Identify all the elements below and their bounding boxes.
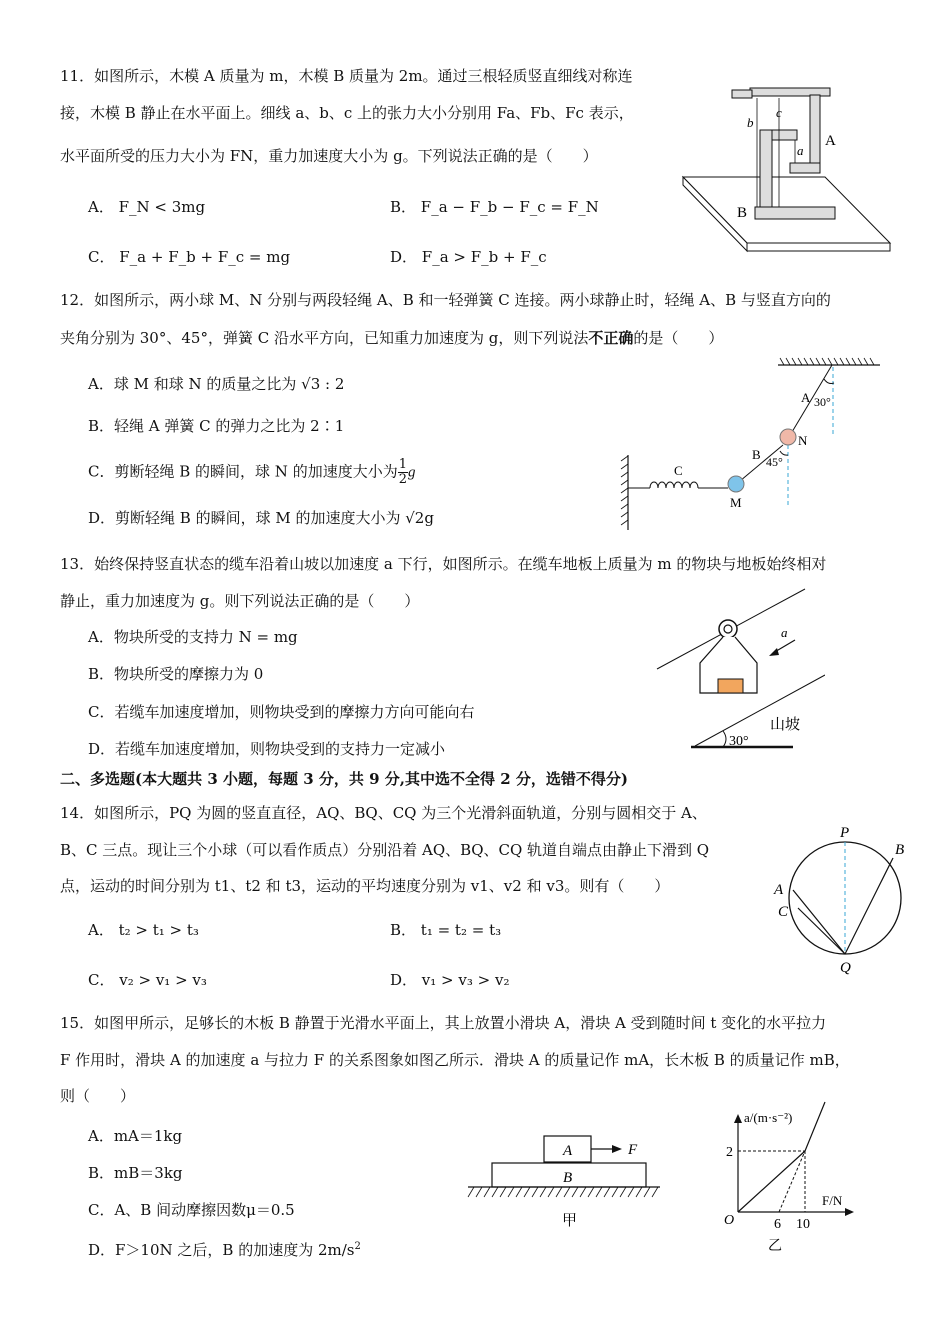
q12-spring-balls-figure [600,355,900,535]
q15-option-d [88,1237,361,1260]
chart-ylabel: a/(m·s⁻²) [744,1110,793,1125]
q11-line-1: 11．如图所示，木模 A 质量为 m，木模 B 质量为 2m。通过三根轻质竖直细线对称连 [60,67,633,85]
label-slope: 山坡 [770,715,801,733]
q14-option-a: A． t₂ > t₁ > t₃ [88,921,199,939]
label-a: A [774,882,784,898]
q11-option-c: C． F_a + F_b + F_c = mg [88,248,291,266]
label-block-a: A [563,1143,573,1159]
q14-option-c: C． v₂ > v₁ > v₃ [88,971,207,989]
q11-line-2: 接，木模 B 静止在水平面上。细线 a、b、c 上的张力大小分别用 Fa、Fb、Fc 表示， [60,104,634,122]
label-p: P [840,825,850,841]
label-angle-45: 45° [766,455,783,469]
label-B: B [737,205,748,221]
label-a: a [797,143,804,158]
q13-option-c: C．若缆车加速度增加，则物块受到的摩擦力方向可能向右 [88,703,475,721]
q15-chart-yi [710,1090,870,1260]
q13-option-a: A．物块所受的支持力 N = mg [88,628,298,646]
label-angle-30: 30° [814,395,831,409]
q12-option-c [88,458,415,487]
label-rope-a: A [801,390,811,405]
label-A: A [825,133,836,149]
q12-option-d: D．剪断轻绳 B 的瞬间，球 M 的加速度大小为 √2g [88,509,434,527]
label-ball-m: M [730,495,742,510]
label-acceleration: a [781,625,788,640]
denominator: 2 [398,472,407,487]
label-q: Q [840,960,851,976]
q12-line-2 [60,328,723,348]
label-force-f: F [628,1142,638,1158]
q15-option-c: C．A、B 间动摩擦因数μ＝0.5 [88,1201,295,1219]
q14-option-b: B． t₁ = t₂ = t₃ [390,921,502,939]
q15-line-2: F 作用时，滑块 A 的加速度 a 与拉力 F 的关系图象如图乙所示．滑块 A 的质量记作 mA，长木板 B 的质量记作 mB， [60,1051,850,1069]
chart-origin: O [724,1213,735,1228]
q11-option-d: D． F_a > F_b + F_c [390,248,547,266]
q12-line-2-text: 夹角分别为 30°、45°，弹簧 C 沿水平方向，已知重力加速度为 g，则下列说法 [60,329,589,347]
q13-line-2: 静止，重力加速度为 g。则下列说法正确的是（ ） [60,592,420,610]
q14-circle-figure [760,810,930,980]
label-rope-b: B [752,447,761,462]
section-2-heading: 二、多选题(本大题共 3 小题，每题 3 分，共 9 分,其中选不全得 2 分，选错不得分) [60,770,628,788]
q12-option-a: A．球 M 和球 N 的质量之比为 √3 : 2 [88,375,345,393]
label-b: b [747,115,754,130]
q11-wooden-model-figure [675,75,900,260]
chart-y-tick-2: 2 [726,1145,733,1160]
q13-cable-car-figure [645,585,825,755]
label-board-b: B [563,1170,573,1186]
numerator: 1 [398,457,407,472]
superscript: 2 [354,1241,361,1252]
label-b: B [895,842,905,858]
q15-line-3: 则（ ） [60,1087,136,1105]
chart-x-tick-10: 10 [796,1217,810,1232]
q12-option-b: B．轻绳 A 弹簧 C 的弹力之比为 2∶1 [88,417,345,435]
q14-option-d: D． v₁ > v₃ > v₂ [390,971,510,989]
q12-option-c-text: C．剪断轻绳 B 的瞬间，球 N 的加速度大小为 [88,462,398,481]
q12-line-2-end: 的是（ ） [633,329,724,347]
chart-xlabel: F/N [822,1193,843,1208]
q12-option-c-g: g [407,464,416,481]
caption-yi: 乙 [768,1238,782,1254]
q13-line-1: 13．始终保持竖直状态的缆车沿着山坡以加速度 a 下行，如图所示。在缆车地板上质量为 m 的物块与地板始终相对 [60,555,827,573]
q12-line-1: 12．如图所示，两小球 M、N 分别与两段轻绳 A、B 和一轻弹簧 C 连接。两小球静止时，轻绳 A、B 与竖直方向的 [60,291,831,309]
q15-option-a: A．mA＝1kg [88,1127,183,1145]
q13-option-b: B．物块所受的摩擦力为 0 [88,665,264,683]
q14-line-1: 14．如图所示，PQ 为圆的竖直直径，AQ、BQ、CQ 为三个光滑斜面轨道，分别与圆相交于 A、 [60,804,707,822]
caption-jia: 甲 [562,1211,578,1229]
q11-option-a: A． F_N < 3mg [88,198,206,216]
q15-figure-jia [460,1125,660,1235]
label-slope-angle: 30° [729,734,749,749]
chart-x-tick-6: 6 [774,1217,781,1232]
label-ball-n: N [798,433,808,448]
label-spring-c: C [674,463,683,478]
q13-option-d: D．若缆车加速度增加，则物块受到的支持力一定减小 [88,740,446,758]
q11-line-3: 水平面所受的压力大小为 FN，重力加速度大小为 g。下列说法正确的是（ ） [60,147,598,165]
fraction [398,458,408,487]
label-c: C [778,904,789,920]
q15-option-b: B．mB＝3kg [88,1164,183,1182]
q12-emphasis: 不正确 [588,329,634,347]
q11-option-b: B． F_a − F_b − F_c = F_N [390,198,599,216]
q15-line-1: 15．如图甲所示，足够长的木板 B 静置于光滑水平面上，其上放置小滑块 A，滑块 A 受到随时间 t 变化的水平拉力 [60,1014,827,1032]
q15-option-d-text: D．F＞10N 之后，B 的加速度为 2m/s [88,1241,355,1259]
label-c: c [776,105,782,120]
q14-line-2: B、C 三点。现让三个小球（可以看作质点）分别沿着 AQ、BQ、CQ 轨道自端点由静止下滑到 Q [60,841,710,859]
q14-line-3: 点，运动的时间分别为 t1、t2 和 t3，运动的平均速度分别为 v1、v2 和 v3。则有（ ） [60,877,670,895]
